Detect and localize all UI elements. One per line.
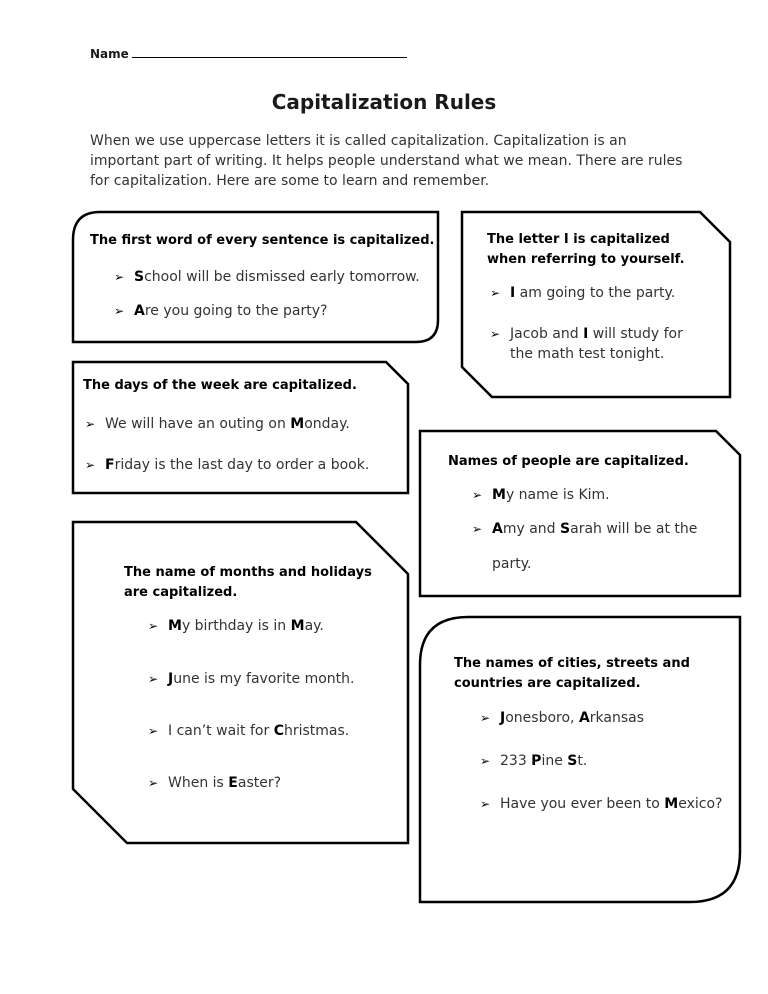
first-word-example-1: ➢ School will be dismissed early tomorrow. xyxy=(114,269,420,285)
days-example-2: ➢ Friday is the last day to order a book. xyxy=(85,457,370,473)
days-heading: The days of the week are capitalized. xyxy=(83,378,357,393)
bullet-arrow-icon: ➢ xyxy=(114,304,125,318)
bullet-arrow-icon: ➢ xyxy=(148,724,159,738)
cities-example-1: ➢ Jonesboro, Arkansas xyxy=(480,710,645,726)
months-heading: The name of months and holidays are capitalized. xyxy=(124,565,372,600)
months-example-3: ➢ I can’t wait for Christmas. xyxy=(148,723,350,739)
name-label: Name xyxy=(90,47,129,61)
bullet-arrow-icon: ➢ xyxy=(472,522,483,536)
bullet-arrow-icon: ➢ xyxy=(148,672,159,686)
page-title: Capitalization Rules xyxy=(271,90,497,114)
bullet-arrow-icon: ➢ xyxy=(148,619,159,633)
letter-i-heading: The letter I is capitalized when referring to yourself. xyxy=(487,232,685,267)
intro-paragraph: When we use uppercase letters it is called capitalization. Capitalization is an important part of writing. It helps people understand what we mean. There are rules for capitalization. Here are some to learn and remember. xyxy=(90,133,683,189)
days-example-1: ➢ We will have an outing on Monday. xyxy=(85,416,350,432)
months-example-1: ➢ My birthday is in May. xyxy=(148,618,324,634)
people-example-1: ➢ My name is Kim. xyxy=(472,487,610,503)
bullet-arrow-icon: ➢ xyxy=(148,776,159,790)
bullet-arrow-icon: ➢ xyxy=(480,754,491,768)
people-example-2: ➢ Amy and Sarah will be at the xyxy=(472,521,698,537)
bullet-arrow-icon: ➢ xyxy=(85,458,96,472)
letter-i-example-2: ➢ Jacob and I will study for xyxy=(490,326,683,342)
bullet-arrow-icon: ➢ xyxy=(490,286,501,300)
first-word-example-2: ➢ Are you going to the party? xyxy=(114,303,328,319)
bullet-arrow-icon: ➢ xyxy=(472,488,483,502)
bullet-arrow-icon: ➢ xyxy=(480,711,491,725)
people-heading: Names of people are capitalized. xyxy=(448,454,689,469)
letter-i-example-1: ➢ I am going to the party. xyxy=(490,285,676,301)
months-example-4: ➢ When is Easter? xyxy=(148,775,282,791)
cities-example-2: ➢ 233 Pine St. xyxy=(480,753,588,769)
bullet-arrow-icon: ➢ xyxy=(85,417,96,431)
people-example-2-cont: party. xyxy=(492,556,532,572)
cities-heading: The names of cities, streets and countries are capitalized. xyxy=(454,656,690,691)
first-word-heading: The first word of every sentence is capitalized. xyxy=(90,233,435,248)
months-example-2: ➢ June is my favorite month. xyxy=(148,671,355,687)
letter-i-example-2-cont: the math test tonight. xyxy=(510,346,665,362)
bullet-arrow-icon: ➢ xyxy=(114,270,125,284)
bullet-arrow-icon: ➢ xyxy=(480,797,491,811)
bullet-arrow-icon: ➢ xyxy=(490,327,501,341)
cities-example-3: ➢ Have you ever been to Mexico? xyxy=(480,796,723,812)
